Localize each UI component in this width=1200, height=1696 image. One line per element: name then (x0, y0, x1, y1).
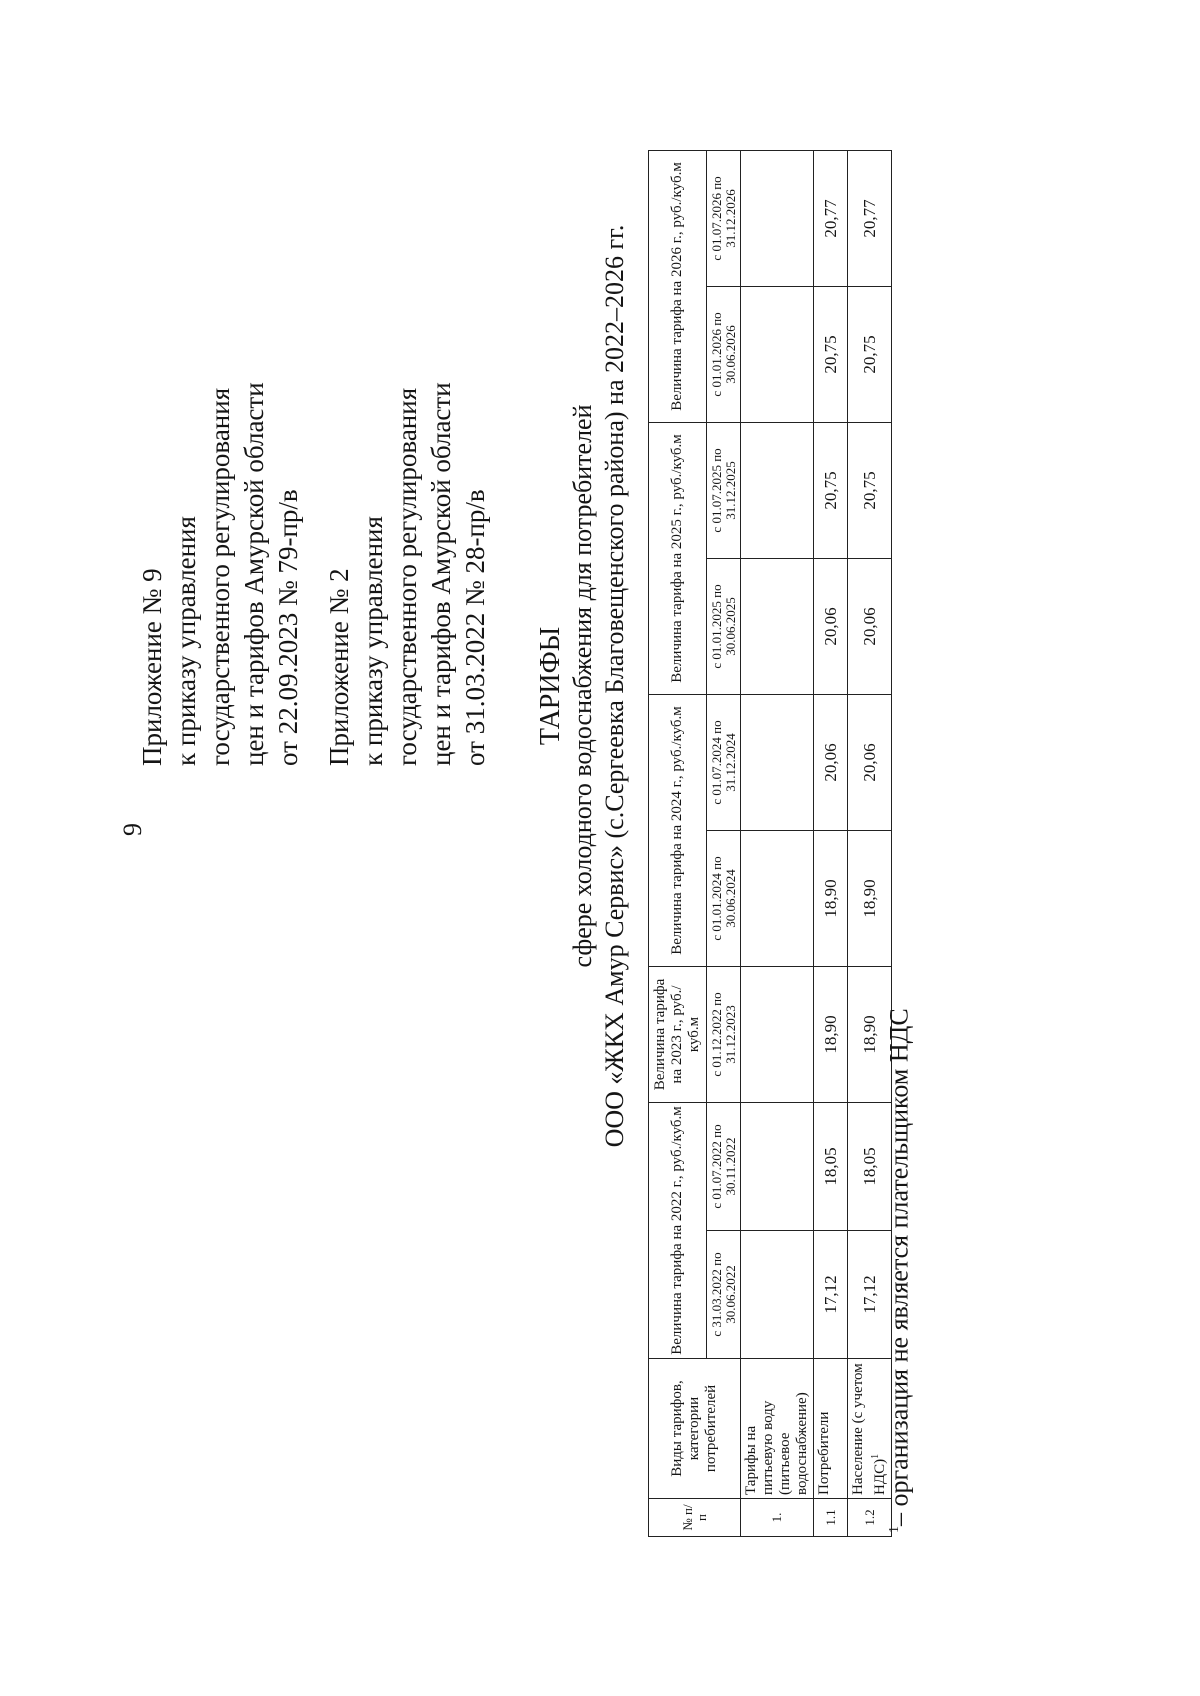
appendix-2-line: цен и тарифов Амурской области (426, 382, 456, 766)
table-row (741, 150, 814, 1536)
header-year-2023: Величина тарифа на 2023 г., руб./куб.м (649, 966, 707, 1102)
appendix-2-line: Приложение № 2 (324, 568, 354, 766)
tariff-value (741, 422, 814, 558)
period-cell: с 01.01.2024 по 30.06.2024 (707, 830, 741, 966)
tariff-value (741, 830, 814, 966)
document-subtitle: сфере холодного водоснабжения для потребителей (568, 404, 597, 968)
header-year-2024: Величина тарифа на 2024 г., руб./куб.м (649, 694, 707, 966)
tariff-value (741, 558, 814, 694)
header-tariff-kind: Виды тарифов, категории потребителей (649, 1359, 741, 1499)
footnote-mark: 1 (887, 1526, 902, 1533)
appendix-2-block (322, 382, 492, 766)
appendix-9-line: государственного регулирования (205, 387, 235, 766)
table-header-row (649, 150, 707, 1536)
tariff-value (741, 1231, 814, 1359)
period-cell: с 01.01.2025 по 30.06.2025 (707, 558, 741, 694)
period-cell: с 01.01.2026 по 30.06.2026 (707, 286, 741, 422)
tariff-value: 20,75 (814, 422, 848, 558)
tariff-value: 20,06 (848, 558, 892, 694)
tariff-value (741, 694, 814, 830)
row-number: 1.2 (848, 1499, 892, 1537)
row-number: 1.1 (814, 1499, 848, 1537)
header-year-2022: Величина тарифа на 2022 г., руб./куб.м (649, 1102, 707, 1358)
tariff-value: 18,90 (814, 966, 848, 1102)
header-year-2026: Величина тарифа на 2026 г., руб./куб.м (649, 150, 707, 422)
tariff-value: 18,90 (848, 966, 892, 1102)
tariff-value: 20,06 (848, 694, 892, 830)
tariff-value: 20,77 (814, 150, 848, 286)
period-cell: с 01.12.2022 по 31.12.2023 (707, 966, 741, 1102)
tariff-value: 18,90 (814, 830, 848, 966)
tariff-value: 20,77 (848, 150, 892, 286)
tariff-value: 18,05 (814, 1102, 848, 1230)
table-period-row (707, 150, 741, 1536)
appendix-2-line: к приказу управления (358, 516, 388, 766)
appendix-9-block (135, 382, 305, 766)
appendix-2-line: от 31.03.2022 № 28-пр/в (460, 489, 490, 766)
tariff-table (648, 150, 892, 1537)
row-number: 1. (741, 1499, 814, 1537)
row-name: Тарифы на питьевую воду (питьевое водоснабжение) (741, 1359, 814, 1499)
tariff-value: 20,75 (848, 286, 892, 422)
appendix-9-line: цен и тарифов Амурской области (239, 382, 269, 766)
tariff-value (741, 966, 814, 1102)
row-name: Население (с учетом НДС) (850, 1363, 888, 1495)
period-cell: с 01.07.2024 по 31.12.2024 (707, 694, 741, 830)
title-block (535, 6, 631, 1366)
footnote (880, 1008, 915, 1533)
tariff-value (741, 150, 814, 286)
tariff-value: 18,05 (848, 1102, 892, 1230)
appendix-2-line: государственного регулирования (392, 387, 422, 766)
tariff-value: 18,90 (848, 830, 892, 966)
document-organization: ООО «ЖКХ Амур Сервис» (с.Сергеевка Благовещенского района) на 2022–2026 гг. (600, 224, 629, 1148)
document-title: ТАРИФЫ (535, 626, 566, 746)
appendix-9-line: Приложение № 9 (137, 568, 167, 766)
tariff-value: 20,06 (814, 694, 848, 830)
tariff-value: 20,75 (848, 422, 892, 558)
header-year-2025: Величина тарифа на 2025 г., руб./куб.м (649, 422, 707, 694)
tariff-value (741, 286, 814, 422)
page-number: 9 (118, 823, 147, 836)
tariff-value: 20,75 (814, 286, 848, 422)
period-cell: с 01.07.2025 по 31.12.2025 (707, 422, 741, 558)
footnote-marker: 1 (870, 1453, 881, 1459)
period-cell: с 01.07.2022 по 30.11.2022 (707, 1102, 741, 1230)
header-number: № п/п (649, 1499, 741, 1537)
footnote-text: – организация не является плательщиком НДС (884, 1008, 914, 1526)
appendix-9-line: от 22.09.2023 № 79-пр/в (273, 489, 303, 766)
tariff-value (741, 1102, 814, 1230)
period-cell: с 01.07.2026 по 31.12.2026 (707, 150, 741, 286)
tariff-value: 17,12 (814, 1231, 848, 1359)
tariff-value: 17,12 (848, 1231, 892, 1359)
tariff-value: 20,06 (814, 558, 848, 694)
appendix-9-line: к приказу управления (171, 516, 201, 766)
period-cell: с 31.03.2022 по 30.06.2022 (707, 1231, 741, 1359)
table-row (814, 150, 848, 1536)
row-name: Потребители (814, 1359, 848, 1499)
